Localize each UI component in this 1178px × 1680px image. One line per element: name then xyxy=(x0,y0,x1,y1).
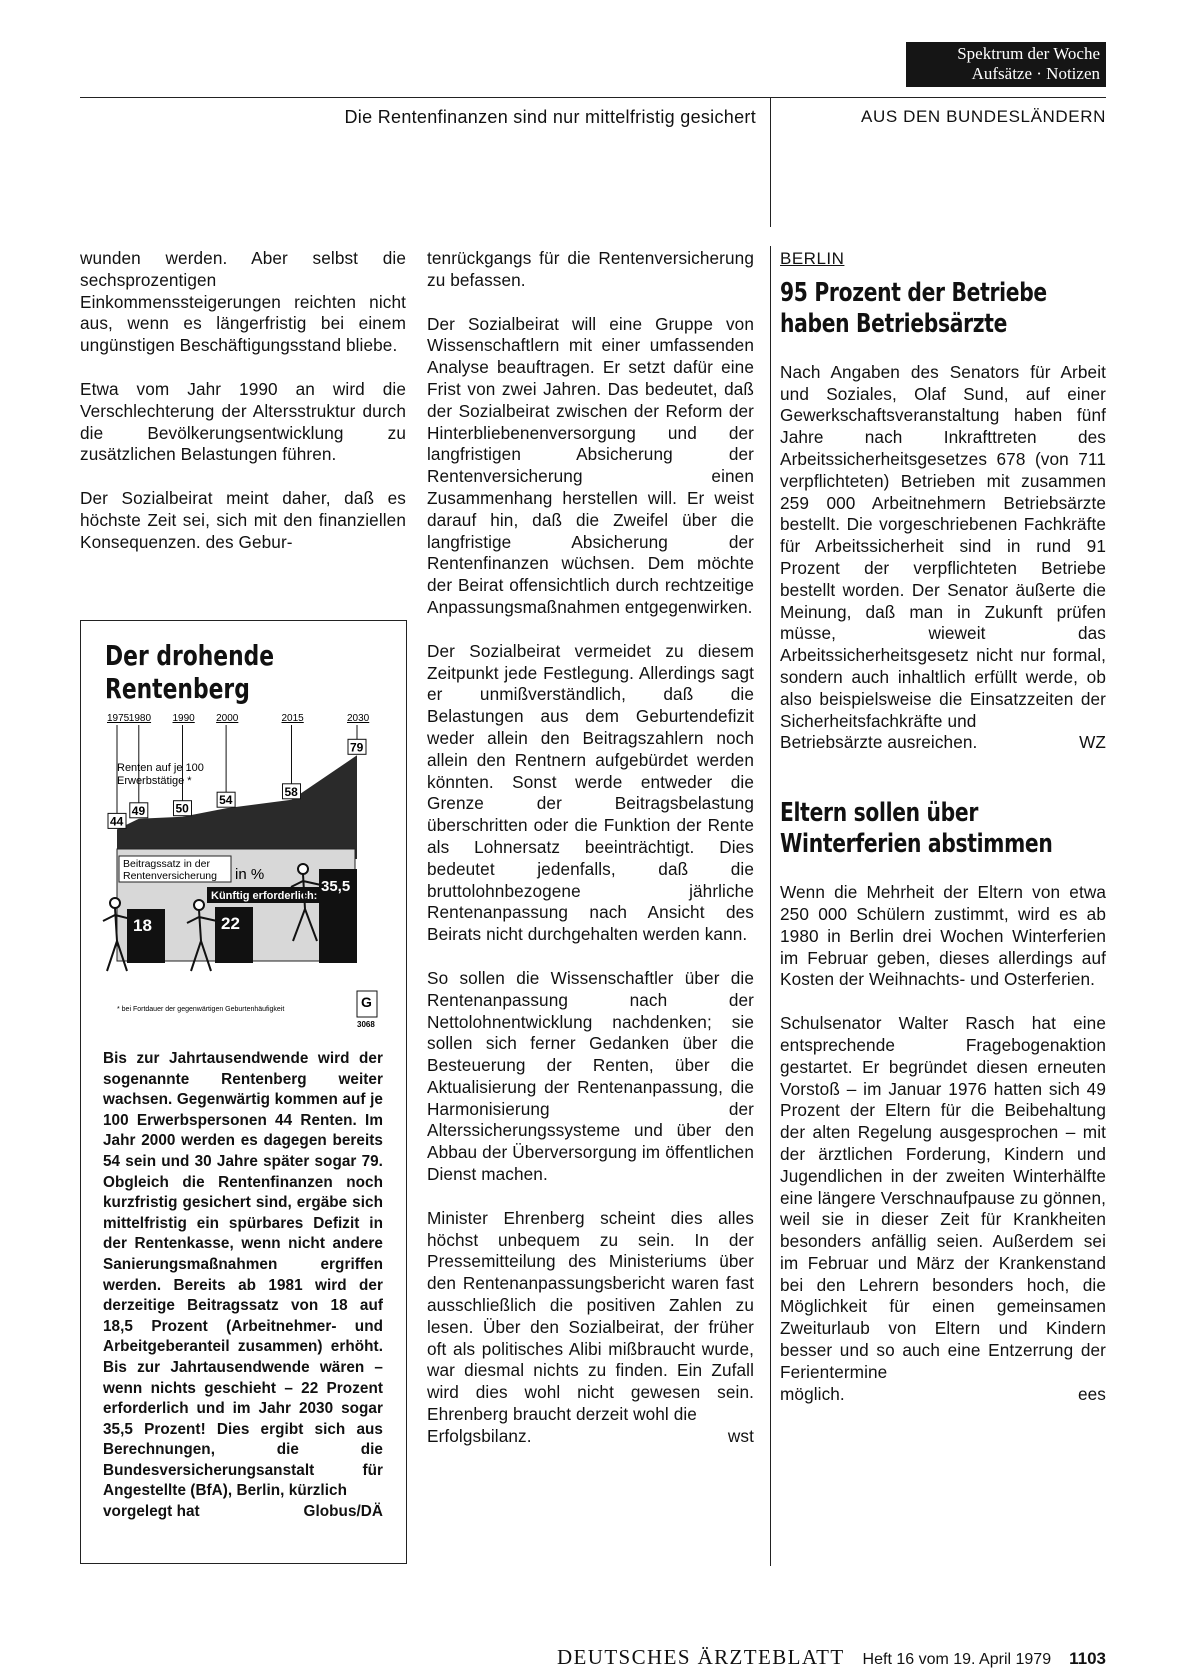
author-signature: wst xyxy=(727,1425,754,1446)
infobox-title-line-1: Der drohende xyxy=(105,639,275,672)
value-label-2030: 79 xyxy=(350,740,364,755)
paragraph: Etwa vom Jahr 1990 an wird die Verschlechterung der Altersstruktur durch die Bevölkerungsentwicklung zu zusätzlichen Belastungen führen. xyxy=(80,378,406,465)
section-label: BERLIN xyxy=(780,249,845,268)
author-signature: ees xyxy=(1077,1383,1106,1404)
year-label-1975: 1975 xyxy=(107,713,130,724)
series-label-line-2: Erwerbstätige * xyxy=(117,775,192,787)
paragraph-end: möglich. xyxy=(780,1383,845,1404)
paragraph xyxy=(427,1208,754,1448)
paragraph: Der Sozialbeirat vermeidet zu diesem Zeitpunkt jede Festlegung. Allerdings sagt er unmißverständlich, daß die Belastungen aus dem Geburtendefizit weder allein den Beitragszahlern noch allein den Rentnern aufgebürdet werden könnten. Sonst werde entweder die Grenze der Beitragsbelastung überschritten oder die Funktion der Rente als Lohnersatz beeinträchtigt. Dies bedeutet jedenfalls, daß die bruttolohnbezogene jährliche Rentenanpassung nach Ansicht des Beirats nicht durchgehalten werden kann. xyxy=(427,640,754,945)
beitrag-value-18: 18 xyxy=(133,916,152,935)
year-label-1990: 1990 xyxy=(172,713,195,724)
globus-number: 3068 xyxy=(357,1020,375,1029)
paragraph-text: Minister Ehrenberg scheint dies alles höchst unbequem zu sein. In der Pressemitteilung des Ministeriums über den Rentenanpassungsbericht waren fast ausschließlich die positiven Zahlen zu lesen. Über den Sozialbeirat, der früher oft als politisches Alibi mißbraucht wurde, war diesmal nichts zu finden. Ein Zufall wird dies wohl nicht gewesen sein. Ehrenberg braucht derzeit wohl die xyxy=(427,1207,754,1425)
article-body xyxy=(780,362,1106,754)
issue-info: Heft 16 vom 19. April 1979 xyxy=(862,1651,1052,1668)
beitrag-unit: in % xyxy=(235,866,265,883)
infobox-title-line-2: Rentenberg xyxy=(105,672,250,705)
page-number: 1103 xyxy=(1069,1649,1106,1668)
infobox-credit: Globus/DÄ xyxy=(303,1503,383,1521)
article-end: Betriebsärzte ausreichen. xyxy=(780,732,978,753)
paragraph: So sollen die Wissenschaftler über die Rentenanpassung nach der Nettolohnentwicklung nachdenken; sie sollen sich ferner Gedanken über die Besteuerung der Renten, über die Aktualisierung der Rentenanpassung, die Harmonisierung der Alterssicherungssysteme und über den Abbau der Überversorgung im öffentlichen Dienst machen. xyxy=(427,967,754,1185)
running-head-right: AUS DEN BUNDESLÄNDERN xyxy=(861,107,1106,126)
paragraph xyxy=(780,1013,1106,1405)
page-footer xyxy=(440,1645,1106,1670)
year-label-1980: 1980 xyxy=(128,713,152,724)
column-2 xyxy=(427,248,754,1448)
beitrag-label-line-1: Beitragssatz in der xyxy=(123,858,210,870)
chart-footnote: * bei Fortdauer der gegenwärtigen Geburtenhäufigkeit xyxy=(117,1006,285,1013)
beitrag-value-35-5: 35,5 xyxy=(321,878,351,895)
column-3 xyxy=(780,248,1106,1405)
paragraph: wunden werden. Aber selbst die sechsprozentigen Einkommenssteigerungen reichten nicht aus, wenn es längerfristig bei einem ungünstigen Beschäftigungsstand bliebe. xyxy=(80,248,406,356)
column-1 xyxy=(80,248,406,576)
year-label-2015: 2015 xyxy=(281,713,304,724)
value-label-1980: 49 xyxy=(131,803,146,818)
badge-line-2: Aufsätze · Notizen xyxy=(971,64,1100,83)
value-label-1990: 50 xyxy=(175,801,189,816)
beitrag-label-line-2: Rentenversicherung xyxy=(123,870,217,882)
article-headline: Eltern sollen über Winterferien abstimmen xyxy=(780,798,1053,860)
journal-name: DEUTSCHES ÄRZTEBLATT xyxy=(556,1645,845,1669)
infobox-rentenberg xyxy=(80,620,407,1564)
value-label-2000: 54 xyxy=(219,793,233,808)
column-divider-top xyxy=(770,97,771,227)
globus-logo-letter: G xyxy=(361,994,372,1010)
paragraph-end: Erfolgsbilanz. xyxy=(427,1425,532,1446)
paragraph: Der Sozialbeirat meint daher, daß es höchste Zeit sei, sich mit den finanziellen Konsequenzen. des Gebur- xyxy=(80,488,406,552)
paragraph: Der Sozialbeirat will eine Gruppe von Wissenschaftlern mit einer umfassenden Analyse beauftragen. Er setzt dafür eine Frist von zwei Jahren. Das bedeutet, daß der Sozialbeirat zwischen der Reform der Hinterbliebenenversorgung und der langfristigen Absicherung der Rentenversicherung einen Zusammenhang herstellen will. Er weist darauf hin, daß die Zweifel über die langfristige Absicherung der Rentenfinanzen wüchsen. Dem möchte der Beirat offensichtlich durch rechtzeitige Anpassungsmaßnahmen entgegenwirken. xyxy=(427,313,754,617)
infobox-caption xyxy=(103,1049,383,1523)
kuenftig-label: Künftig erforderlich: xyxy=(211,890,318,902)
header-rule xyxy=(80,97,1106,98)
infobox-caption-end: vorgelegt hat xyxy=(103,1503,200,1521)
year-label-2030: 2030 xyxy=(347,713,370,724)
author-signature: WZ xyxy=(1079,732,1106,753)
infobox-title xyxy=(105,639,339,705)
value-label-2015: 58 xyxy=(284,784,298,799)
paragraph-text: Schulsenator Walter Rasch hat eine entsprechende Fragebogenaktion gestartet. Er begründet diesen erneuten Vorstoß – im Januar 1976 hatten sich 49 Prozent der Eltern für die Beibehaltung der alten Regelung ausgesprochen – mit der ärztlichen Forderung, Kindern und Jugendlichen in der zweiten Winterhälfte eine längere Verschnaufpause zu gönnen, weil sie in dieser Zeit für Krankheiten besonders anfällig seien. Außerdem sei im Februar und März der Krankenstand bei den Lehrern besonders hoch, die Möglichkeit für einen gemeinsamen Zweiturlaub von Eltern und Kindern besser und so auch eine Entzerrung der Ferientermine xyxy=(780,1013,1106,1382)
series-label-line-1: Renten auf je 100 xyxy=(117,762,204,774)
rentenberg-chart xyxy=(95,709,385,1035)
article-headline: 95 Prozent der Betriebe haben Betriebsärzte xyxy=(780,277,1047,339)
running-head-left: Die Rentenfinanzen sind nur mittelfristig gesichert xyxy=(344,107,756,127)
column-divider xyxy=(770,246,771,1566)
value-label-1975: 44 xyxy=(110,814,124,829)
beitrag-value-22: 22 xyxy=(221,914,240,933)
section-badge xyxy=(906,42,1106,87)
badge-line-1: Spektrum der Woche xyxy=(957,44,1100,63)
year-label-2000: 2000 xyxy=(216,713,239,724)
paragraph: tenrückgangs für die Rentenversicherung zu befassen. xyxy=(427,248,754,290)
article-text: Nach Angaben des Senators für Arbeit und Soziales, Olaf Sund, auf einer Gewerkschaftsveranstaltung haben fünf Jahre nach Inkrafttreten des Arbeitssicherheitsgesetzes 678 (von 711 verpflichteten) Betrieben mit zusammen 259 000 Arbeitnehmern Betriebsärzte bestellt. Die vorgeschriebenen Fachkräfte für Arbeitssicherheit sind in rund 91 Prozent der verpflichteten Betriebe bestellt worden. Der Senator äußerte die Meinung, daß man in Zukunft prüfen müsse, wieweit das Arbeitssicherheitsgesetz nicht nur formal, sondern auch inhaltlich erfüllt werde, ob also beispielsweise die Einsatzzeiten der Sicherheitsfachkräfte und xyxy=(780,361,1106,731)
paragraph: Wenn die Mehrheit der Eltern von etwa 250 000 Schülern zustimmt, wird es ab 1980 in Berlin drei Wochen Winterferien im Februar geben, dieses allerdings auf Kosten der Weihnachts- und Osterferien. xyxy=(780,882,1106,990)
infobox-caption-text: Bis zur Jahrtausendwende wird der sogenannte Rentenberg weiter wachsen. Gegenwärtig kommen auf je 100 Erwerbspersonen 44 Renten. Im Jahr 2000 werden es dagegen bereits 54 sein und 30 Jahre später sogar 79. Obgleich die Rentenfinanzen noch kurzfristig gesichert sind, ergäbe sich mittelfristig ein spürbares Defizit in der Rentenkasse, wenn nicht andere Sanierungsmaßnahmen ergriffen werden. Bereits ab 1981 wird der derzeitige Beitragssatz von 18 auf 18,5 Prozent (Arbeitnehmer- und Arbeitgeberanteil zusammen) erhöht. Bis zur Jahrtausendwende wären – wenn nichts geschieht – 22 Prozent erforderlich und im Jahr 2030 sogar 35,5 Prozent! Dies ergibt sich aus Berechnungen, die die Bundesversicherungsanstalt für Angestellte (BfA), Berlin, kürzlich xyxy=(103,1050,383,1500)
